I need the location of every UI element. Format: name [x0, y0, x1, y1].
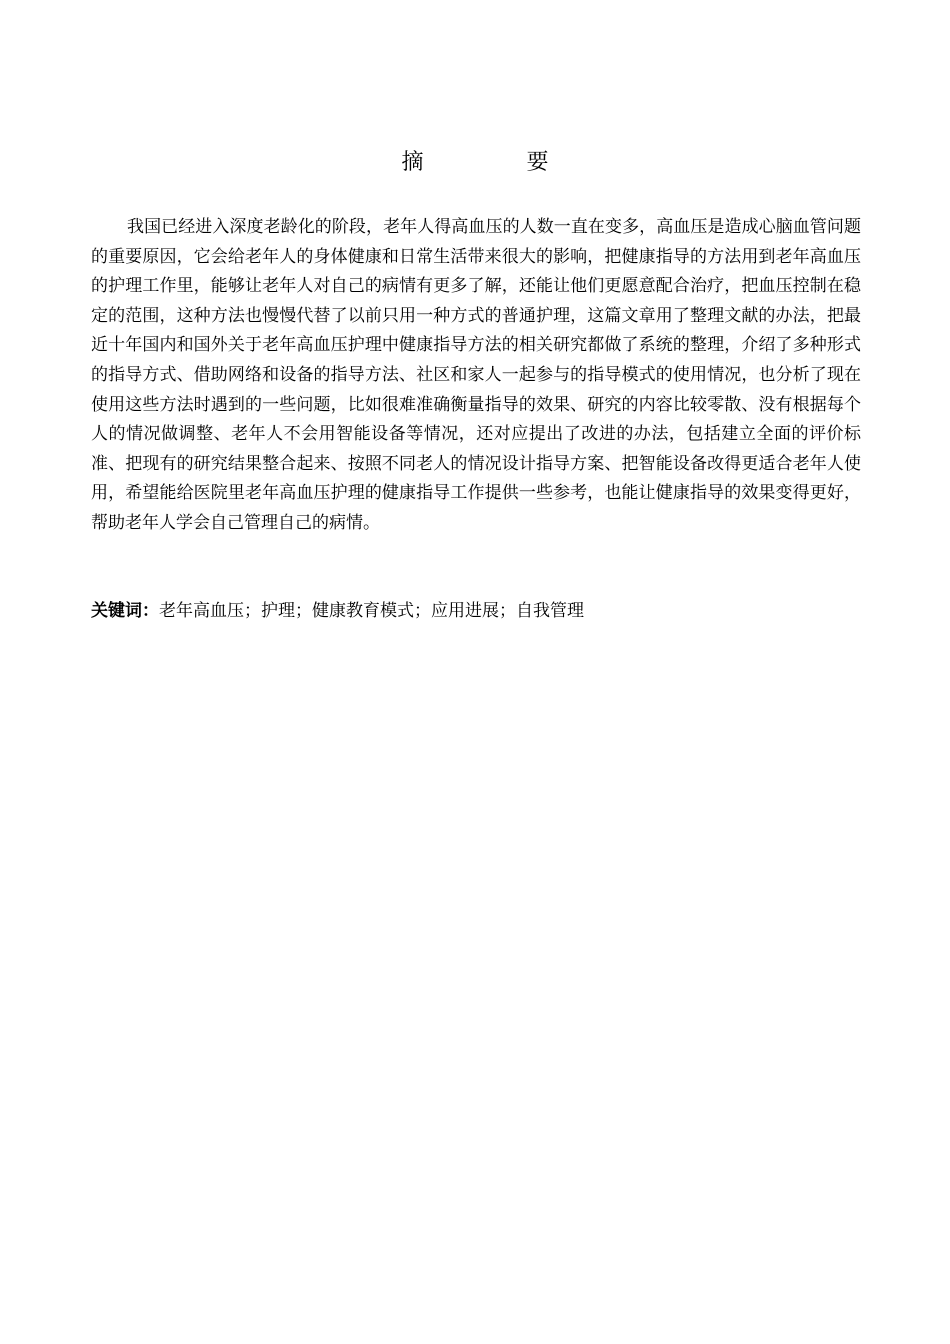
- keywords-text: 老年高血压；护理；健康教育模式；应用进展；自我管理: [159, 601, 584, 621]
- page-title: 摘 要: [401, 150, 597, 175]
- keywords-line: [91, 597, 861, 626]
- abstract-paragraph: 我国已经进入深度老龄化的阶段，老年人得高血压的人数一直在变多，高血压是造成心脑血管问题的重要原因，它会给老年人的身体健康和日常生活带来很大的影响，把健康指导的方法用到老年高血压的护理工作里，能够让老年人对自己的病情有更多了解，还能让他们更愿意配合治疗，把血压控制在稳定的范围，这种方法也慢慢代替了以前只用一种方式的普通护理，这篇文章用了整理文献的办法，把最近十年国内和国外关于老年高血压护理中健康指导方法的相关研究都做了系统的整理，介绍了多种形式的指导方式、借助网络和设备的指导方法、社区和家人一起参与的指导模式的使用情况，也分析了现在使用这些方法时遇到的一些问题，比如很难准确衡量指导的效果、研究的内容比较零散、没有根据每个人的情况做调整、老年人不会用智能设备等情况，还对应提出了改进的办法，包括建立全面的评价标准、把现有的研究结果整合起来、按照不同老人的情况设计指导方案、把智能设备改得更适合老年人使用，希望能给医院里老年高血压护理的健康指导工作提供一些参考，也能让健康指导的效果变得更好，帮助老年人学会自己管理自己的病情。: [91, 217, 861, 533]
- keywords-label: 关键词：: [91, 601, 159, 621]
